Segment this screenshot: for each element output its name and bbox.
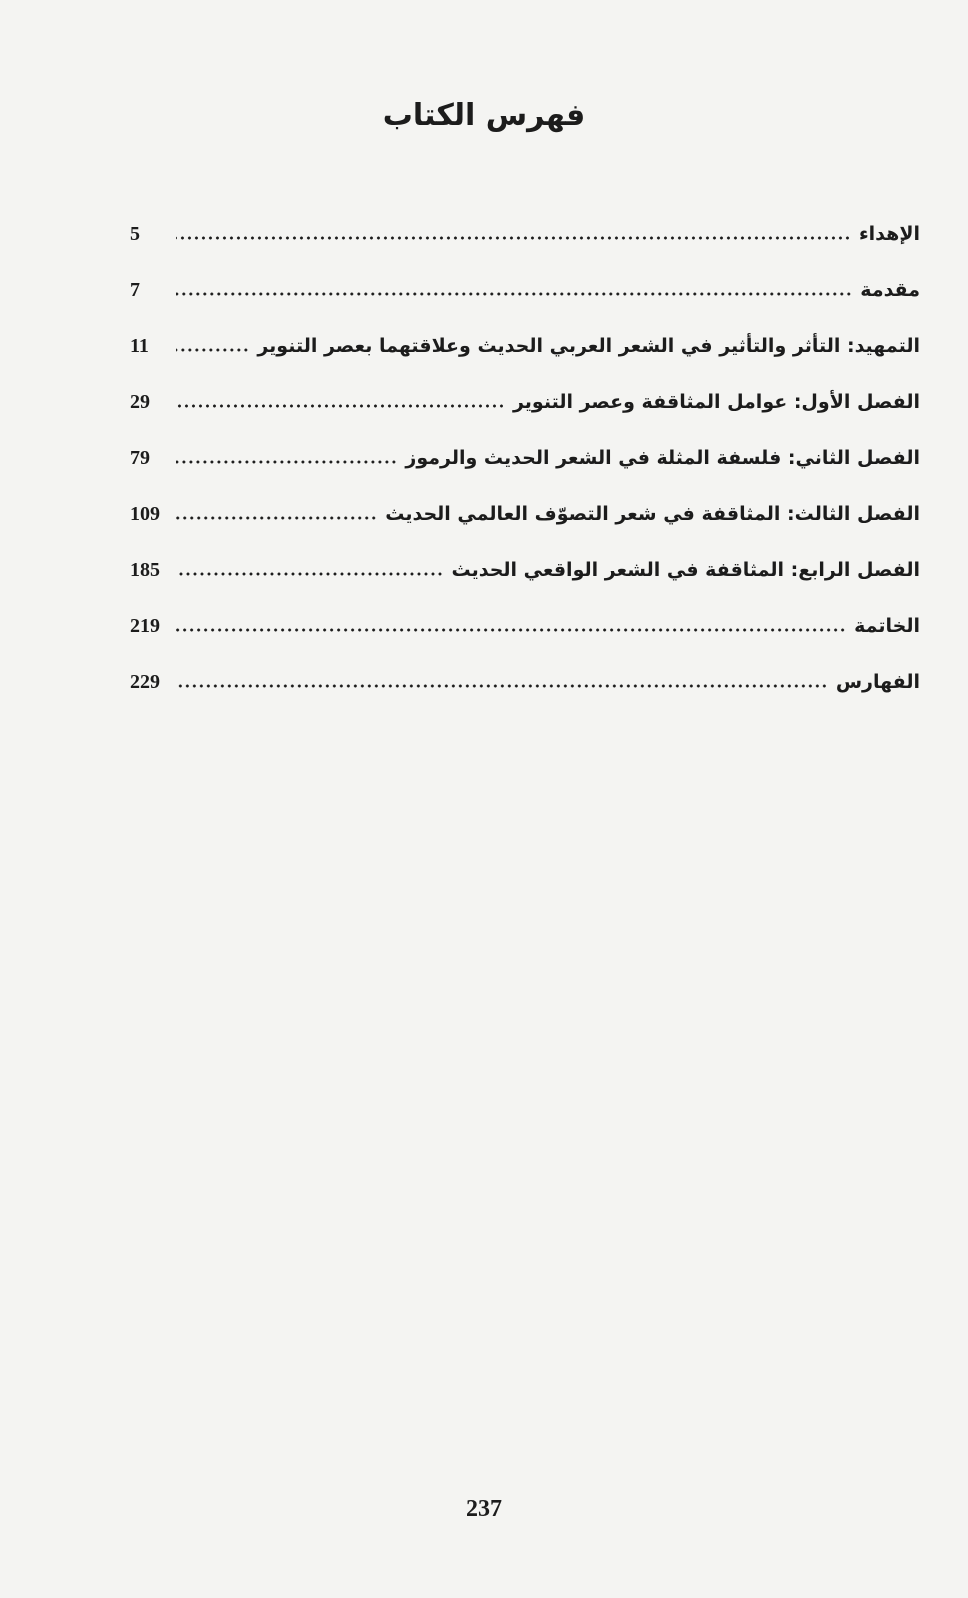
toc-entry-label: الفصل الأول: عوامل المثاقفة وعصر التنوير — [512, 391, 920, 413]
toc-entry-page: 5 — [130, 223, 140, 245]
toc-entry-chapter-1 — [130, 368, 920, 424]
toc-entry-preface — [130, 312, 920, 368]
dot-leader — [176, 348, 249, 352]
toc-entry-label: الفصل الرابع: المثاقفة في الشعر الواقعي الحديث — [451, 559, 920, 581]
page-title: فهرس الكتاب — [382, 98, 586, 133]
toc-entry-chapter-4 — [130, 536, 920, 592]
toc-entry-chapter-3 — [130, 480, 920, 536]
toc-entry-page: 185 — [130, 559, 160, 581]
toc-entry-page: 7 — [130, 279, 140, 301]
toc-entry-page: 109 — [130, 503, 160, 525]
toc-entry-page: 79 — [130, 447, 150, 469]
toc-entry-label: الفصل الثالث: المثاقفة في شعر التصوّف العالمي الحديث — [385, 503, 920, 525]
dot-leader — [176, 628, 846, 632]
toc-entry-label: الفصل الثاني: فلسفة المثلة في الشعر الحديث والرموز — [405, 447, 920, 469]
toc-entry-label: مقدمة — [860, 279, 920, 301]
table-of-contents — [130, 200, 920, 704]
toc-entry-label: الإهداء — [858, 223, 920, 245]
toc-entry-introduction — [130, 256, 920, 312]
toc-entry-page: 219 — [130, 615, 160, 637]
dot-leader — [176, 292, 852, 296]
dot-leader — [176, 404, 505, 408]
toc-entry-indexes — [130, 648, 920, 704]
toc-entry-conclusion — [130, 592, 920, 648]
toc-entry-label: التمهيد: التأثر والتأثير في الشعر العربي الحديث وعلاقتهما بعصر التنوير — [257, 335, 920, 357]
toc-entry-label: الخاتمة — [854, 615, 920, 637]
dot-leader — [176, 236, 851, 240]
toc-entry-dedication — [130, 200, 920, 256]
dot-leader — [176, 684, 828, 688]
toc-entry-label: الفهارس — [835, 671, 920, 693]
toc-entry-page: 229 — [130, 671, 160, 693]
page-number: 237 — [466, 1496, 502, 1522]
toc-entry-chapter-2 — [130, 424, 920, 480]
dot-leader — [176, 572, 443, 576]
dot-leader — [176, 460, 397, 464]
toc-entry-page: 11 — [130, 335, 149, 357]
dot-leader — [176, 516, 377, 520]
toc-entry-page: 29 — [130, 391, 150, 413]
